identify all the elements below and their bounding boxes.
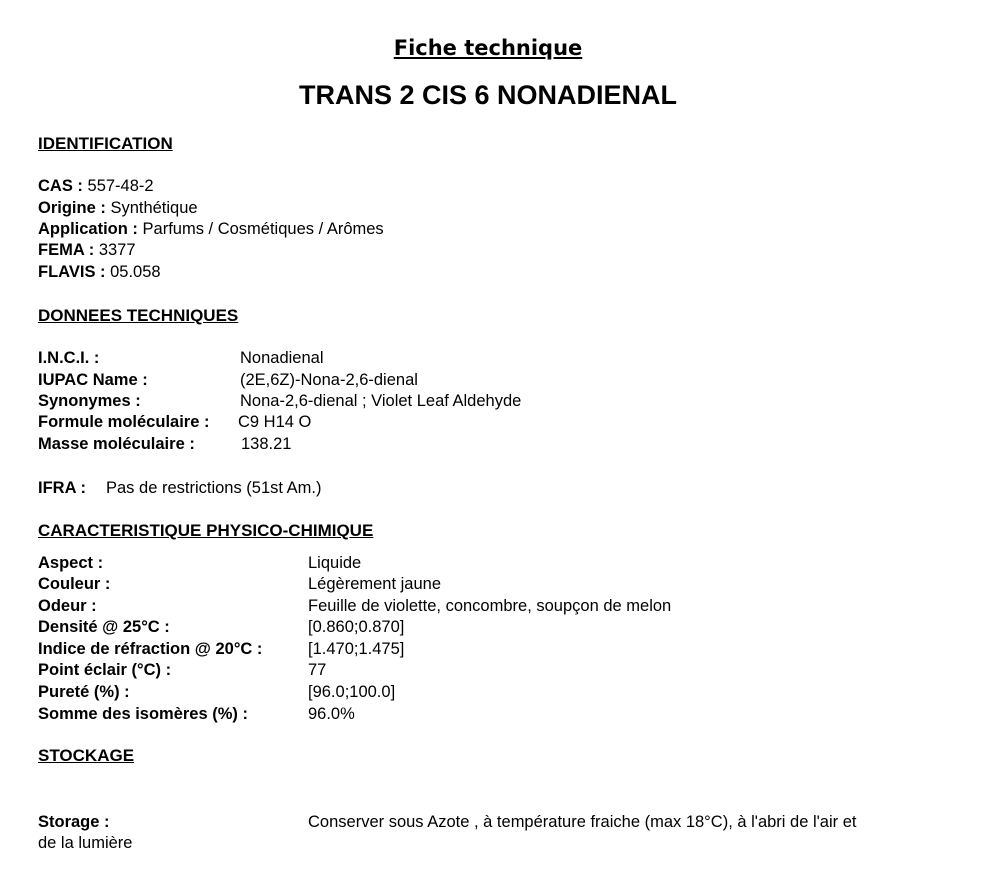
field-value-inci: Nonadienal bbox=[240, 349, 324, 367]
field-cas bbox=[38, 177, 154, 196]
section-heading-stockage: STOCKAGE bbox=[38, 746, 135, 765]
field-fema bbox=[38, 241, 136, 260]
field-value-aspect: Liquide bbox=[308, 554, 362, 572]
field-label-odeur: Odeur : bbox=[38, 597, 97, 615]
field-label-couleur: Couleur : bbox=[38, 575, 111, 593]
field-label-isomeres: Somme des isomères (%) : bbox=[38, 705, 248, 723]
field-value-storage: Conserver sous Azote , à température fraiche (max 18°C), à l'abri de l'air et bbox=[308, 813, 857, 831]
field-value: 557-48-2 bbox=[87, 177, 154, 195]
field-value: Synthétique bbox=[110, 199, 198, 217]
field-label-ifra: IFRA : bbox=[38, 479, 86, 497]
field-label: CAS : bbox=[38, 177, 83, 195]
field-value-isomeres: 96.0% bbox=[308, 705, 355, 723]
field-value: 3377 bbox=[98, 241, 136, 259]
section-heading-identification: IDENTIFICATION bbox=[38, 134, 173, 153]
field-label-aspect: Aspect : bbox=[38, 554, 104, 572]
field-origine bbox=[38, 199, 198, 218]
field-value-formule: C9 H14 O bbox=[238, 413, 312, 431]
field-value-couleur: Légèrement jaune bbox=[308, 575, 442, 593]
field-label-storage: Storage : bbox=[38, 813, 110, 831]
field-label: Origine : bbox=[38, 199, 106, 217]
field-value: Parfums / Cosmétiques / Arômes bbox=[142, 220, 384, 238]
field-label-iupac: IUPAC Name : bbox=[38, 371, 148, 389]
field-label-masse: Masse moléculaire : bbox=[38, 435, 195, 453]
field-flavis bbox=[38, 263, 161, 282]
section-heading-physico: CARACTERISTIQUE PHYSICO-CHIMIQUE bbox=[38, 521, 374, 540]
section-heading-technical: DONNEES TECHNIQUES bbox=[38, 306, 239, 325]
field-value-storage-continued: de la lumière bbox=[38, 834, 133, 852]
field-value-purete: [96.0;100.0] bbox=[308, 683, 396, 701]
field-label: FLAVIS : bbox=[38, 263, 106, 281]
field-value-ifra: Pas de restrictions (51st Am.) bbox=[106, 479, 322, 497]
field-label-point-eclair: Point éclair (°C) : bbox=[38, 661, 172, 679]
field-application bbox=[38, 220, 384, 239]
field-label-inci: I.N.C.I. : bbox=[38, 349, 100, 367]
field-value-synonymes: Nona-2,6-dienal ; Violet Leaf Aldehyde bbox=[240, 392, 522, 410]
field-value-point-eclair: 77 bbox=[308, 661, 327, 679]
field-label: Application : bbox=[38, 220, 138, 238]
field-value: 05.058 bbox=[110, 263, 161, 281]
field-value-odeur: Feuille de violette, concombre, soupçon de melon bbox=[308, 597, 672, 615]
field-label-densite: Densité @ 25°C : bbox=[38, 618, 170, 636]
field-label-purete: Pureté (%) : bbox=[38, 683, 130, 701]
field-label-refraction: Indice de réfraction @ 20°C : bbox=[38, 640, 263, 658]
field-value-densite: [0.860;0.870] bbox=[308, 618, 405, 636]
field-value-refraction: [1.470;1.475] bbox=[308, 640, 405, 658]
field-value-iupac: (2E,6Z)-Nona-2,6-dienal bbox=[240, 371, 418, 389]
field-value-masse: 138.21 bbox=[241, 435, 292, 453]
field-label: FEMA : bbox=[38, 241, 95, 259]
product-name: TRANS 2 CIS 6 NONADIENAL bbox=[298, 80, 678, 110]
field-label-formule: Formule moléculaire : bbox=[38, 413, 210, 431]
document-title: Fiche technique bbox=[393, 36, 583, 60]
field-label-synonymes: Synonymes : bbox=[38, 392, 141, 410]
